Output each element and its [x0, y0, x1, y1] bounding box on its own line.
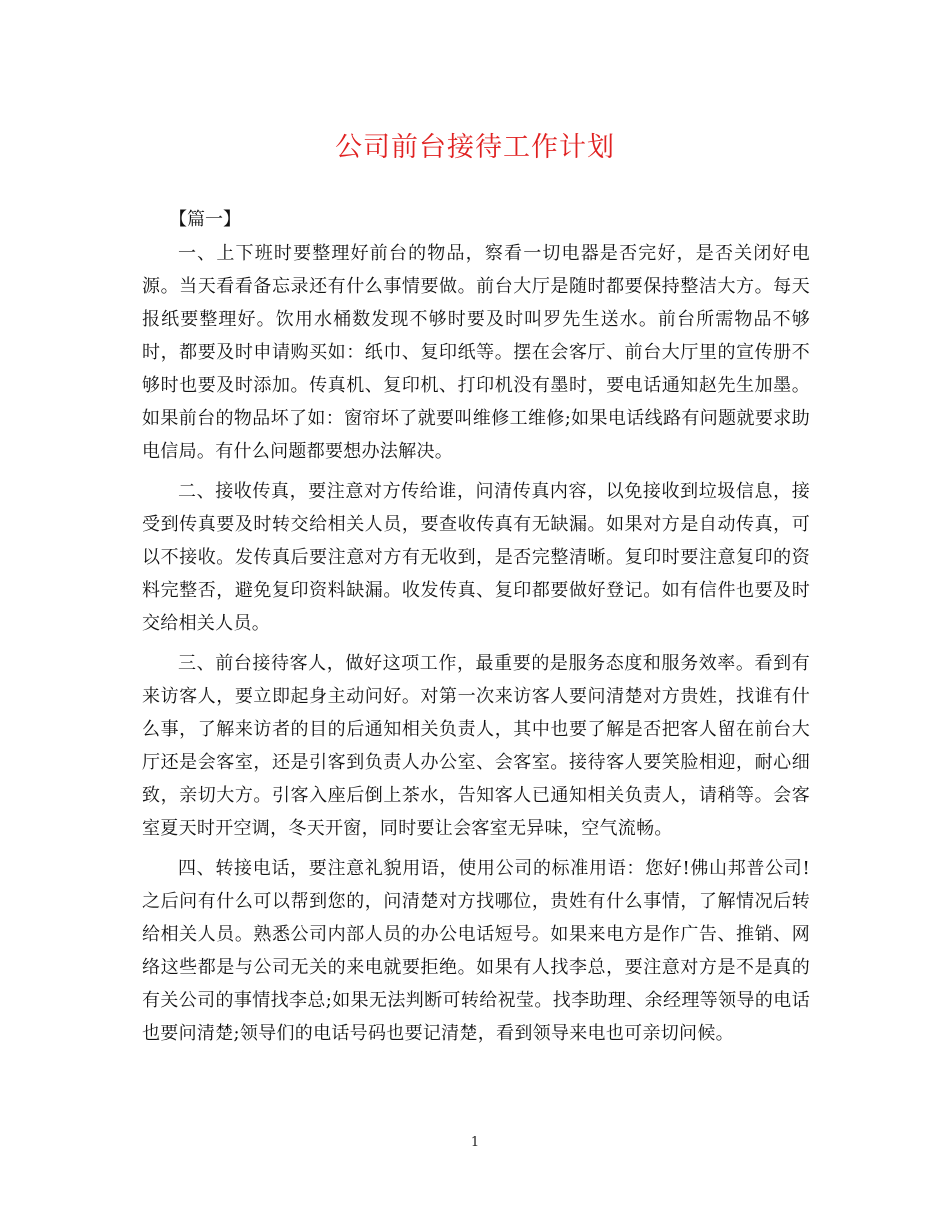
paragraph-2: 二、接收传真，要注意对方传给谁，问清传真内容，以免接收到垃圾信息，接受到传真要及时转交给相关人员，要查收传真有无缺漏。如果对方是自动传真，可以不接收。发传真后要注意对方有无收到，是否完整清晰。复印时要注意复印的资料完整否，避免复印资料缺漏。收发传真、复印都要做好登记。如有信件也要及时交给相关人员。: [142, 481, 810, 634]
section-label: 【篇一】: [169, 209, 241, 230]
paragraph-4: 四、转接电话，要注意礼貌用语，使用公司的标准用语：您好!佛山邦普公司!之后问有什么可以帮到您的，问清楚对方找哪位，贵姓有什么事情，了解情况后转给相关人员。熟悉公司内部人员的办公电话短号。如果来电方是作广告、推销、网络这些都是与公司无关的来电就要拒绝。如果有人找李总，要注意对方是不是真的有关公司的事情找李总;如果无法判断可转给祝莹。找李助理、余经理等领导的电话也要问清楚;领导们的电话号码也要记清楚，看到领导来电也可亲切问候。: [142, 858, 810, 1044]
document-body: [142, 203, 810, 1057]
document-title: 公司前台接待工作计划: [335, 132, 615, 163]
page-number: 1: [470, 1135, 480, 1150]
paragraph-3: 三、前台接待客人，做好这项工作，最重要的是服务态度和服务效率。看到有来访客人，要立即起身主动问好。对第一次来访客人要问清楚对方贵姓，找谁有什么事，了解来访者的目的后通知相关负责人，其中也要了解是否把客人留在前台大厅还是会客室，还是引客到负责人办公室、会客室。接待客人要笑脸相迎，耐心细致，亲切大方。引客入座后倒上茶水，告知客人已通知相关负责人，请稍等。会客室夏天时开空调，冬天开窗，同时要让会客室无异味，空气流畅。: [142, 653, 810, 839]
paragraph-1: 一、上下班时要整理好前台的物品，察看一切电器是否完好，是否关闭好电源。当天看看备忘录还有什么事情要做。前台大厅是随时都要保持整洁大方。每天报纸要整理好。饮用水桶数发现不够时要及时叫罗先生送水。前台所需物品不够时，都要及时申请购买如：纸巾、复印纸等。摆在会客厅、前台大厅里的宣传册不够时也要及时添加。传真机、复印机、打印机没有墨时，要电话通知赵先生加墨。如果前台的物品坏了如：窗帘坏了就要叫维修工维修;如果电话线路有问题就要求助电信局。有什么问题都要想办法解决。: [142, 243, 810, 462]
